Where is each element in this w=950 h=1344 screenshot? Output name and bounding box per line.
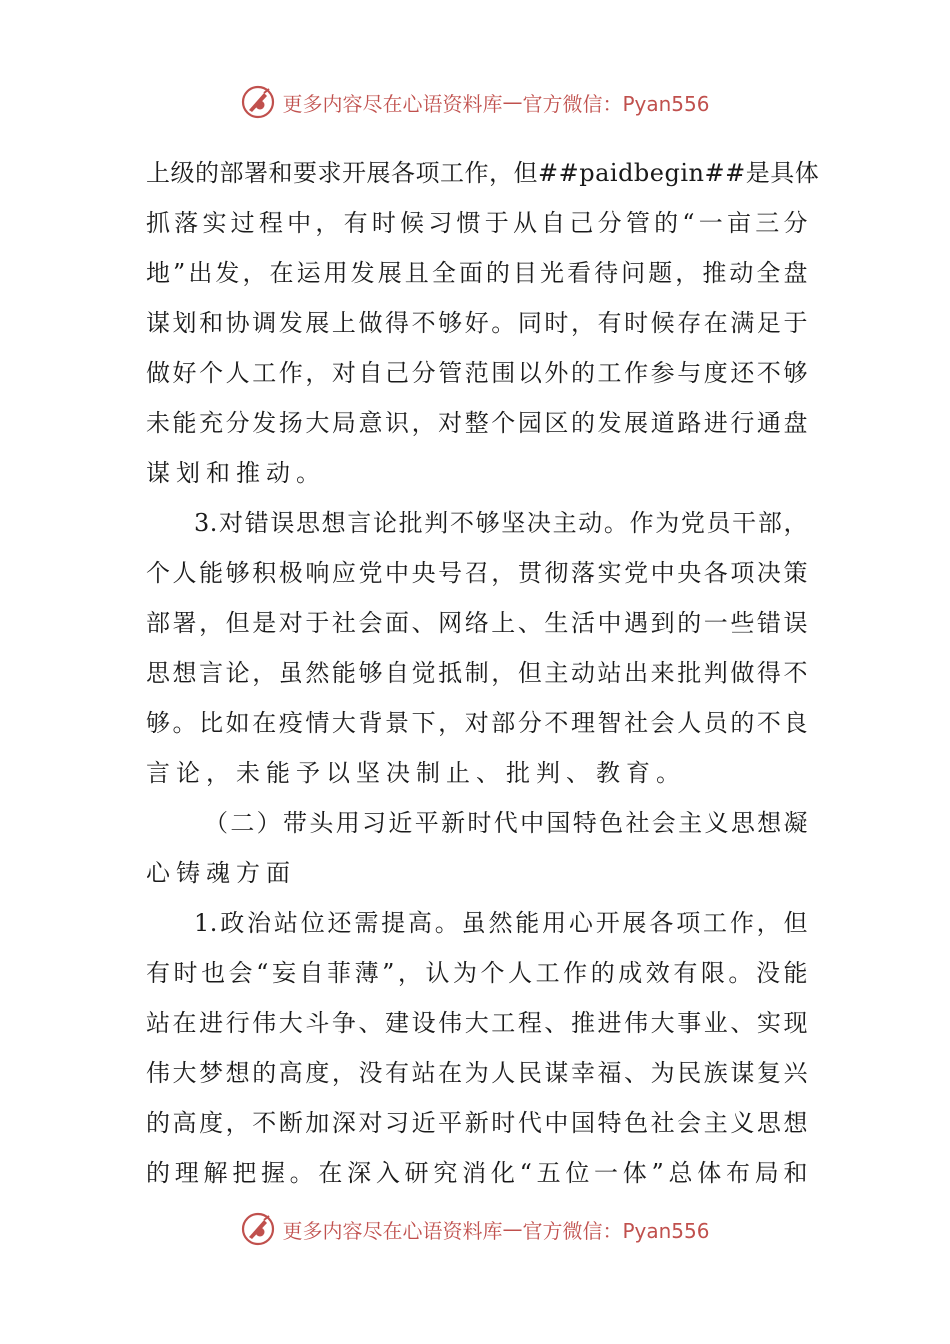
footer-wechat-text: 官方微信：Pyan556 [522, 1218, 710, 1243]
body-line: 思想言论，虽然能够自觉抵制，但主动站出来批判做得不 [146, 659, 808, 687]
body-line: 够。比如在疫情大背景下，对部分不理智社会人员的不良 [146, 709, 808, 737]
quill-logo-icon [240, 1211, 276, 1247]
body-line: 部署，但是对于社会面、网络上、生活中遇到的一些错误 [146, 609, 808, 637]
body-line: 有时也会“妄自菲薄”，认为个人工作的成效有限。没能 [146, 959, 808, 987]
body-line: 的高度，不断加深对习近平新时代中国特色社会主义思想 [146, 1109, 808, 1137]
body-line: 谋划和推动。 [146, 459, 326, 487]
body-line: 谋划和协调发展上做得不够好。同时，有时候存在满足于 [146, 309, 808, 337]
body-line: 做好个人工作，对自己分管范围以外的工作参与度还不够 [146, 359, 808, 387]
body-line: 抓落实过程中，有时候习惯于从自己分管的“一亩三分 [146, 209, 808, 237]
footer-brand-text: 更多内容尽在心语资料库 [282, 1218, 503, 1243]
header-wechat-text: 官方微信：Pyan556 [522, 91, 710, 116]
body-line: 个人能够积极响应党中央号召，贯彻落实党中央各项决策 [146, 559, 808, 587]
body-line: 1.政治站位还需提高。虽然能用心开展各项工作，但 [194, 909, 808, 937]
document-body [146, 148, 820, 1198]
section-heading: 心铸魂方面 [146, 859, 296, 887]
body-line: 言论，未能予以坚决制止、批判、教育。 [146, 759, 686, 787]
quill-logo-icon [240, 84, 276, 120]
body-line: 站在进行伟大斗争、建设伟大工程、推进伟大事业、实现 [146, 1009, 808, 1037]
header-brand-text: 更多内容尽在心语资料库 [282, 91, 503, 116]
body-line: 未能充分发扬大局意识，对整个园区的发展道路进行通盘 [146, 409, 808, 437]
body-line: 地”出发，在运用发展且全面的目光看待问题，推动全盘 [146, 259, 808, 287]
body-line: 3.对错误思想言论批判不够坚决主动。作为党员干部， [194, 509, 808, 537]
header-watermark [0, 82, 950, 122]
section-heading: （二）带头用习近平新时代中国特色社会主义思想凝 [204, 809, 808, 837]
footer-watermark [0, 1209, 950, 1249]
body-line: 的理解把握。在深入研究消化“五位一体”总体布局和 [146, 1159, 808, 1187]
body-line: 伟大梦想的高度，没有站在为人民谋幸福、为民族谋复兴 [146, 1059, 808, 1087]
body-line: 上级的部署和要求开展各项工作，但##paidbegin##是具体 [146, 159, 820, 187]
header-separator: — [502, 90, 523, 114]
footer-separator: — [502, 1217, 523, 1241]
